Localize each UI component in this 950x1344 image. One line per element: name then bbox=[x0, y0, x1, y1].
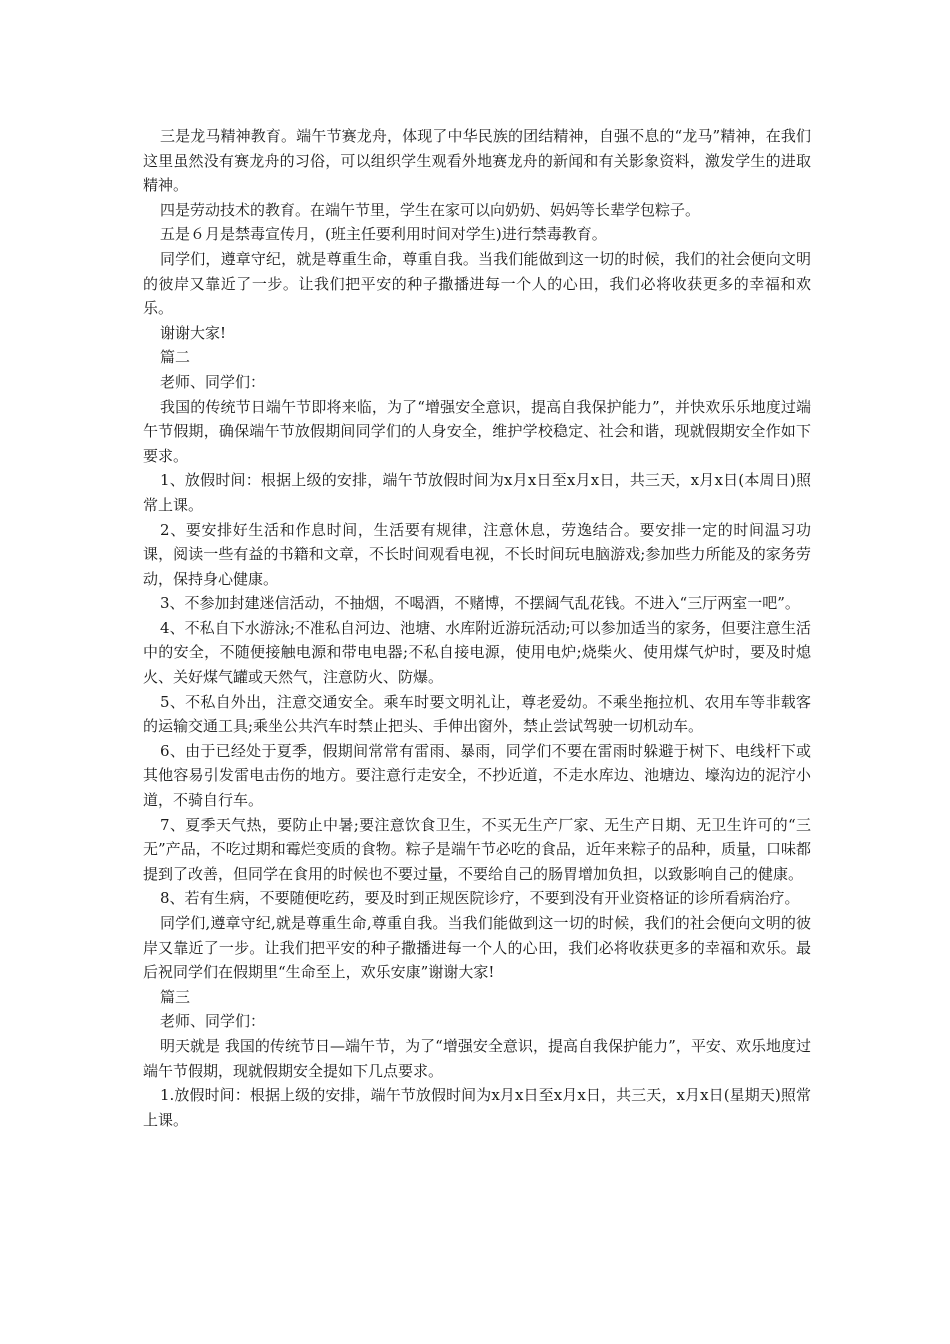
list-item: 4、不私自下水游泳;不准私自河边、池塘、水库附近游玩活动;可以参加适当的家务，但要注意生活中的安全，不随便接触电源和带电电器;不私自接电源，使用电炉;烧柴火、使用煤气炉时，要及时熄火、关好煤气罐或天然气，注意防火、防爆。 bbox=[143, 618, 811, 687]
document-page bbox=[143, 124, 811, 1132]
paragraph: 同学们，遵章守纪，就是尊重生命，尊重自我。当我们能做到这一切的时候，我们的社会便向文明的彼岸又靠近了一步。让我们把平安的种子撒播进每一个人的心田，我们必将收获更多的幸福和欢乐。 bbox=[143, 249, 811, 318]
list-item: 3、不参加封建迷信活动，不抽烟，不喝酒，不赌博，不摆阔气乱花钱。不进入“三厅两室一吧”。 bbox=[160, 594, 800, 613]
paragraph: 三是龙马精神教育。端午节赛龙舟，体现了中华民族的团结精神，自强不息的“龙马”精神，在我们这里虽然没有赛龙舟的习俗，可以组织学生观看外地赛龙舟的新闻和有关影象资料，激发学生的进取精神。 bbox=[143, 127, 811, 195]
section-heading: 篇二 bbox=[160, 348, 191, 367]
salutation: 老师、同学们： bbox=[160, 1012, 266, 1031]
list-item: 5、不私自外出，注意交通安全。乘车时要文明礼让，尊老爱幼。不乘坐拖拉机、农用车等非载客的运输交通工具;乘坐公共汽车时禁止把头、手伸出窗外，禁止尝试驾驶一切机动车。 bbox=[143, 692, 811, 736]
list-item: 6、由于已经处于夏季，假期间常常有雷雨、暴雨，同学们不要在雷雨时躲避于树下、电线杆下或其他容易引发雷电击伤的地方。要注意行走安全，不抄近道，不走水库边、池塘边、壕沟边的泥泞小道，不骑自行车。 bbox=[143, 741, 811, 810]
paragraph: 同学们,遵章守纪,就是尊重生命,尊重自我。当我们能做到这一切的时候，我们的社会便向文明的彼岸又靠近了一步。让我们把平安的种子撒播进每一个人的心田，我们必将收获更多的幸福和欢乐。最后祝同学们在假期里“生命至上，欢乐安康”谢谢大家! bbox=[143, 914, 811, 982]
paragraph: 明天就是 我国的传统节日—端午节，为了“增强安全意识，提高自我保护能力”，平安、欢乐地度过端午节假期，现就假期安全提如下几点要求。 bbox=[143, 1036, 811, 1080]
closing-thanks: 谢谢大家! bbox=[160, 323, 227, 342]
salutation: 老师、同学们： bbox=[160, 372, 266, 391]
list-item: 1.放假时间：根据上级的安排，端午节放假时间为x月x日至x月x日，共三天，x月x日(星期天)照常上课。 bbox=[143, 1086, 811, 1129]
list-item: 1、放假时间：根据上级的安排，端午节放假时间为x月x日至x月x日，共三天，x月x日(本周日)照常上课。 bbox=[143, 471, 811, 514]
paragraph: 五是６月是禁毒宣传月，(班主任要利用时间对学生)进行禁毒教育。 bbox=[160, 225, 607, 244]
paragraph: 四是劳动技术的教育。在端午节里，学生在家可以向奶奶、妈妈等长辈学包粽子。 bbox=[160, 200, 701, 219]
list-item: 2、要安排好生活和作息时间，生活要有规律，注意休息，劳逸结合。要安排一定的时间温习功课，阅读一些有益的书籍和文章，不长时间观看电视，不长时间玩电脑游戏;参加些力所能及的家务劳动，保持身心健康。 bbox=[143, 520, 811, 588]
section-heading: 篇三 bbox=[160, 987, 191, 1006]
list-item: 7、夏季天气热，要防止中暑;要注意饮食卫生，不买无生产厂家、无生产日期、无卫生许可的“三无”产品，不吃过期和霉烂变质的食物。粽子是端午节必吃的食品，近年来粽子的品种，质量，口味都提到了改善，但同学在食用的时候也不要过量，不要给自己的肠胃增加负担，以致影响自己的健康。 bbox=[143, 815, 811, 883]
list-item: 8、若有生病，不要随便吃药，要及时到正规医院诊疗，不要到没有开业资格证的诊所看病治疗。 bbox=[160, 889, 800, 908]
paragraph: 我国的传统节日端午节即将来临，为了“增强安全意识，提高自我保护能力”，并快欢乐乐地度过端午节假期，确保端午节放假期间同学们的人身安全，维护学校稳定、社会和谐，现就假期安全作如下要求。 bbox=[143, 397, 811, 465]
